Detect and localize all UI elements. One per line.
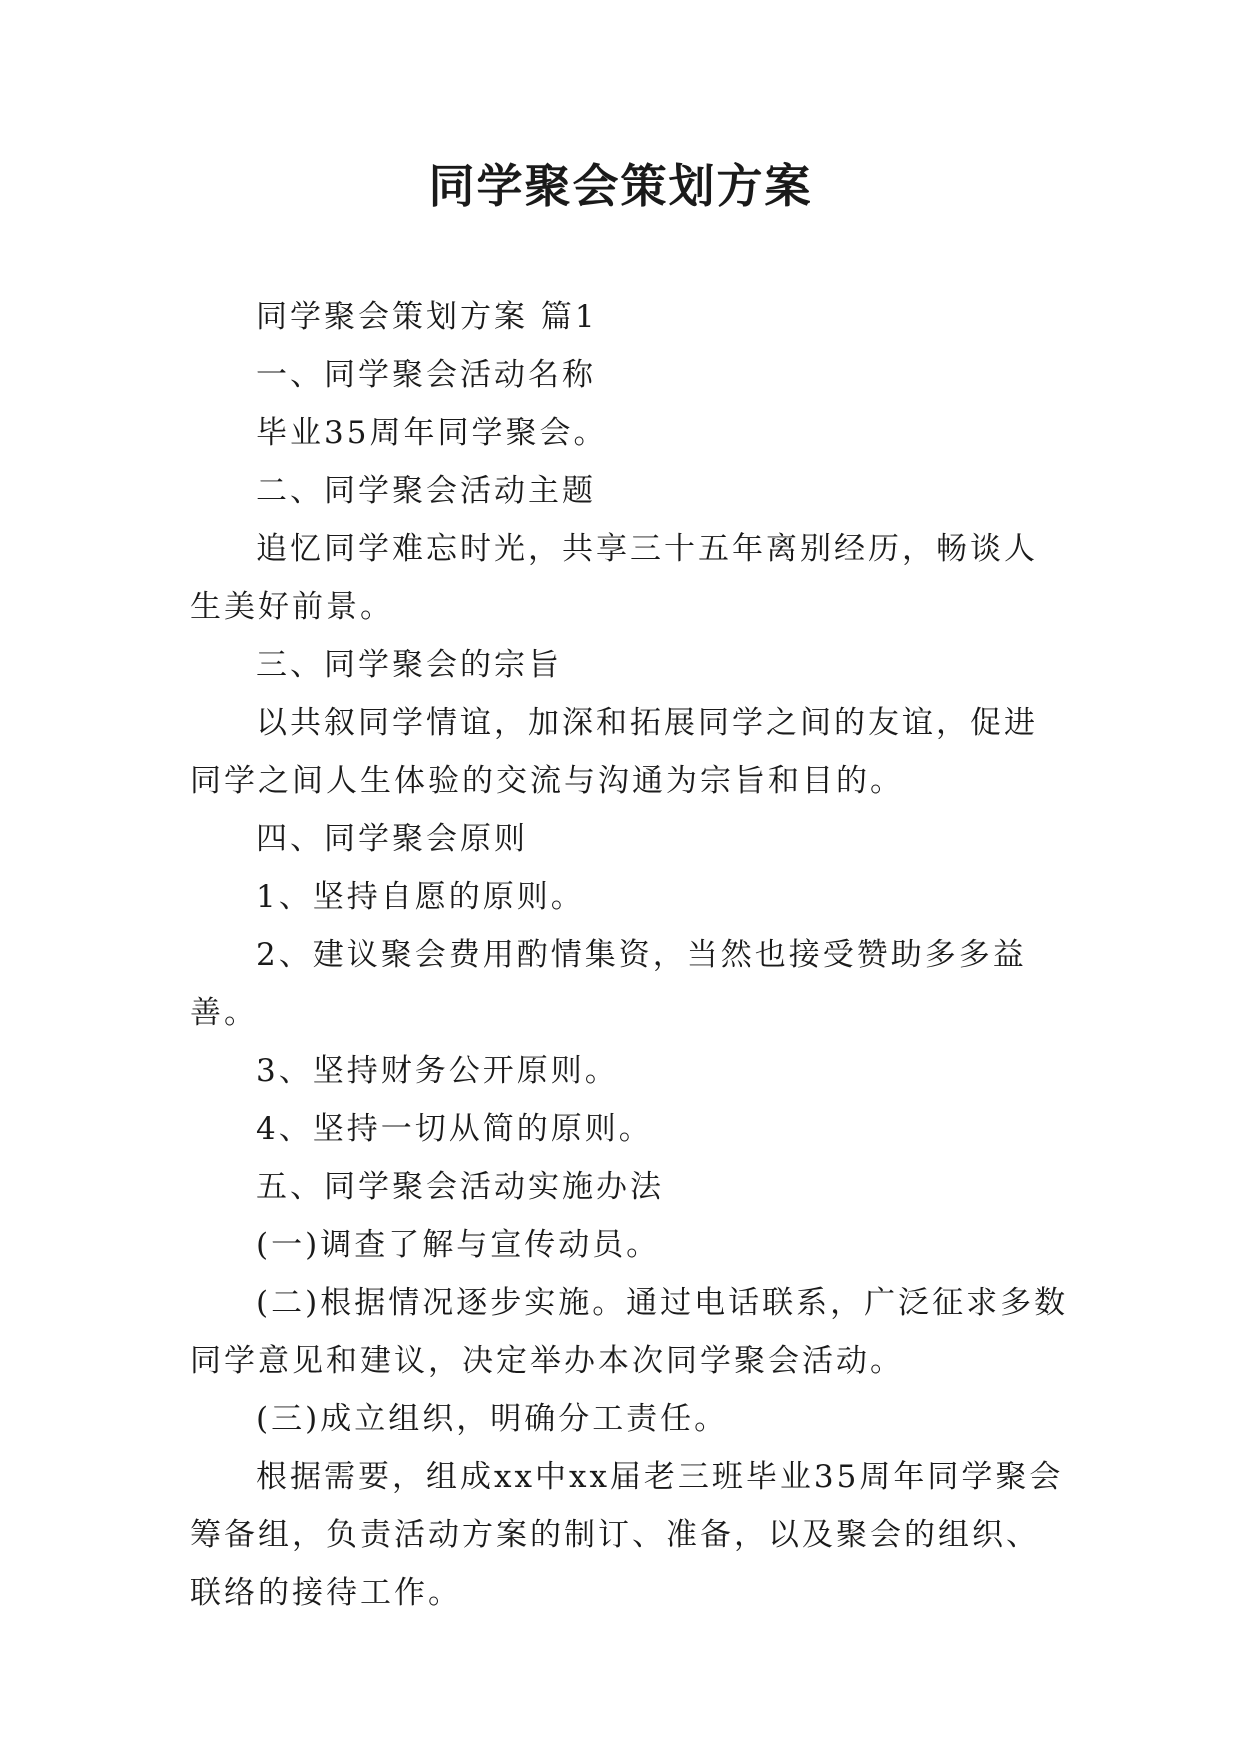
paragraph: 以共叙同学情谊，加深和拓展同学之间的友谊，促进同学之间人生体验的交流与沟通为宗旨和目的。	[190, 705, 1038, 799]
list-item: (三)成立组织，明确分工责任。	[256, 1401, 729, 1437]
list-item: (二)根据情况逐步实施。通过电话联系，广泛征求多数同学意见和建议，决定举办本次同学聚会活动。	[190, 1285, 1069, 1379]
paragraph-section-heading: 同学聚会策划方案 篇1	[256, 299, 598, 335]
list-item: 4、坚持一切从简的原则。	[256, 1111, 653, 1147]
document-body	[190, 288, 1070, 1622]
paragraph-heading-2: 二、同学聚会活动主题	[256, 473, 596, 509]
list-item: 1、坚持自愿的原则。	[256, 879, 585, 915]
paragraph-heading-3: 三、同学聚会的宗旨	[256, 647, 562, 683]
paragraph-heading-1: 一、同学聚会活动名称	[256, 357, 596, 393]
paragraph: 毕业35周年同学聚会。	[256, 415, 608, 451]
list-item: (一)调查了解与宣传动员。	[256, 1227, 661, 1263]
paragraph: 追忆同学难忘时光，共享三十五年离别经历，畅谈人生美好前景。	[190, 531, 1038, 625]
paragraph-heading-5: 五、同学聚会活动实施办法	[256, 1169, 664, 1205]
list-item: 3、坚持财务公开原则。	[256, 1053, 619, 1089]
paragraph: 根据需要，组成xx中xx届老三班毕业35周年同学聚会筹备组，负责活动方案的制订、准备，以及聚会的组织、联络的接待工作。	[190, 1459, 1064, 1611]
list-item: 2、建议聚会费用酌情集资，当然也接受赞助多多益善。	[190, 937, 1027, 1031]
paragraph-heading-4: 四、同学聚会原则	[256, 821, 528, 857]
document-title: 同学聚会策划方案	[428, 159, 813, 213]
